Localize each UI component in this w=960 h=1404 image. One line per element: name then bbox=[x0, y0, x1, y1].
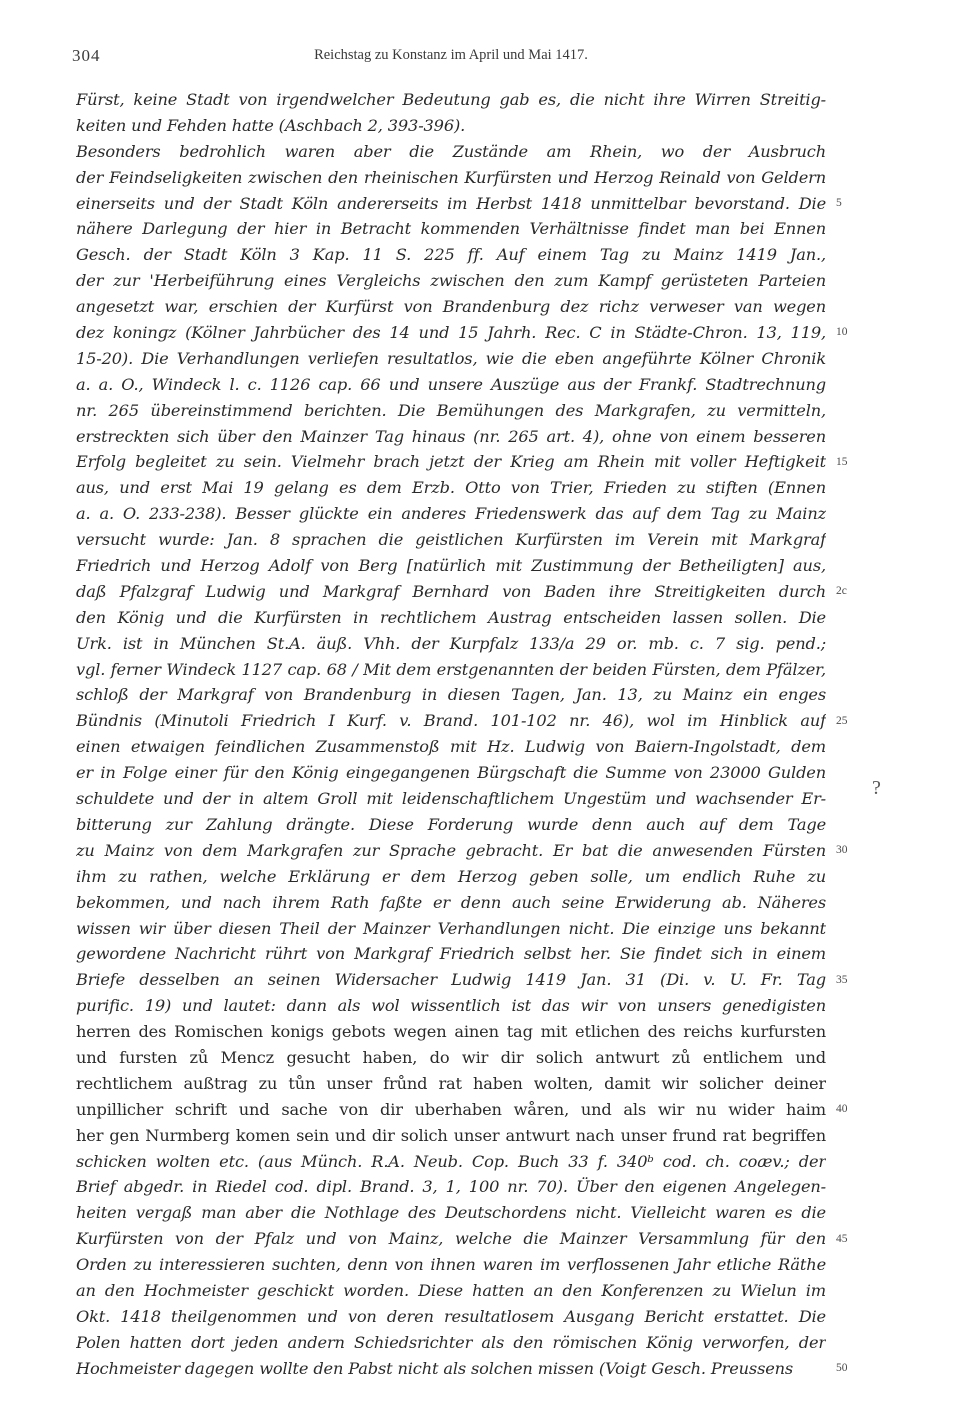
text-line: keiten und Fehden hatte (Aschbach 2, 393-396). bbox=[76, 115, 466, 135]
text-line: rechtlichem außtrag zu tůn unser frůnd rat haben wolten, damit wir solicher deiner bbox=[76, 1073, 826, 1093]
text-line: a. a. O. 233-238). Besser glückte ein anderes Friedenswerk das auf dem Tag zu Mainz bbox=[76, 504, 826, 524]
text-line: Erfolg begleitet zu sein. Vielmehr brach jetzt der Krieg am Rhein mit voller Heftigkeit bbox=[76, 452, 826, 472]
text-line: her gen Nurmberg komen sein und dir solich unser antwurt nach unser frund rat begriffen bbox=[76, 1125, 826, 1145]
body-text bbox=[76, 87, 826, 1382]
text-line: gewordene Nachricht rührt von Markgraf Friedrich selbst her. Sie findet sich in einem bbox=[76, 944, 826, 964]
text-line: a. a. O., Windeck l. c. 1126 cap. 66 und unsere Auszüge aus der Frankf. Stadtrechnung bbox=[76, 374, 826, 394]
text-line: Briefe desselben an seinen Widersacher Ludwig 1419 Jan. 31 (Di. v. U. Fr. Tag bbox=[76, 970, 826, 990]
text-line: der Feindseligkeiten zwischen den rheinischen Kurfürsten und Herzog Reinald von Geldern bbox=[76, 167, 826, 187]
line-number: 5 bbox=[836, 196, 842, 209]
line-number: 30 bbox=[836, 844, 848, 857]
line-number: 25 bbox=[836, 714, 848, 727]
text-line: nr. 265 übereinstimmend berichten. Die Bemühungen des Markgrafen, zu vermitteln, bbox=[76, 400, 826, 420]
text-line: Fürst, keine Stadt von irgendwelcher Bedeutung gab es, die nicht ihre Wirren Streitig- bbox=[76, 90, 826, 109]
text-line: herren des Romischen konigs gebots wegen ainen tag mit etlichen des reichs kurfursten bbox=[76, 1022, 826, 1042]
text-line: bekommen, und nach ihrem Rath faßte er denn auch seine Erwiderung ab. Näheres bbox=[76, 892, 826, 912]
text-line: daß Pfalzgraf Ludwig und Markgraf Bernhard von Baden ihre Streitigkeiten durch bbox=[76, 581, 826, 601]
text-line: ihm zu rathen, welche Erklärung er dem Herzog geben solle, um endlich Ruhe zu bbox=[76, 866, 826, 886]
text-line: angesetzt war, erschien der Kurfürst von Brandenburg dez richz verweser van wegen bbox=[76, 297, 826, 317]
line-number: 10 bbox=[836, 326, 848, 339]
text-line: 15-20). Die Verhandlungen verliefen resultatlos, wie die eben angeführte Kölner Chronik bbox=[76, 348, 826, 368]
page-header bbox=[72, 46, 830, 68]
text-line: und fursten zů Mencz gesucht haben, do wir dir solich antwurt zů entlichem und bbox=[76, 1047, 826, 1067]
text-line: vgl. ferner Windeck 1127 cap. 68 / Mit dem erstgenannten der beiden Fürsten, dem Pfälzer, bbox=[76, 659, 826, 679]
text-line: der zur 'Herbeiführung eines Vergleichs zwischen den zum Kampf gerüsteten Parteien bbox=[76, 271, 826, 291]
text-line: zu Mainz von dem Markgrafen zur Sprache gebracht. Er bat die anwesenden Fürsten bbox=[76, 840, 826, 860]
text-line: Orden zu interessieren suchten, denn von ihnen waren im verflossenen Jahr etliche Räthe bbox=[76, 1255, 826, 1275]
margin-mark: ? bbox=[872, 777, 881, 799]
text-line: Bündnis (Minutoli Friedrich I Kurf. v. Brand. 101-102 nr. 46), wol im Hinblick auf bbox=[76, 711, 826, 731]
text-line: Kurfürsten von der Pfalz und von Mainz, welche die Mainzer Versammlung für den bbox=[76, 1229, 826, 1249]
text-line: versucht wurde: Jan. 8 sprachen die geistlichen Kurfürsten im Verein mit Markgraf bbox=[76, 530, 826, 550]
text-line: Hochmeister dagegen wollte den Pabst nicht als solchen missen (Voigt Gesch. Preussens bbox=[76, 1358, 794, 1378]
line-number: 45 bbox=[836, 1232, 848, 1245]
text-line: Gesch. der Stadt Köln 3 Kap. 11 S. 225 ff. Auf einem Tag zu Mainz 1419 Jan., bbox=[76, 245, 826, 265]
text-line: dez koninɡz (Kölner Jahrbücher des 14 und 15 Jahrh. Rec. C in Städte-Chron. 13, 119, bbox=[76, 323, 826, 343]
text-line: Friedrich und Herzog Adolf von Berg [natürlich mit Zustimmung der Betheiligten] aus, bbox=[76, 556, 826, 576]
line-number: 15 bbox=[836, 455, 848, 468]
running-title: Reichstag zu Konstanz im April und Mai 1417. bbox=[314, 47, 588, 63]
line-number: 35 bbox=[836, 973, 848, 986]
page-number: 304 bbox=[72, 46, 101, 65]
text-line: schuldete und der in altem Groll mit leidenschaftlichem Ungestüm und wachsender Er- bbox=[76, 789, 826, 809]
text-line: nähere Darlegung der hier in Betracht kommenden Verhältnisse findet man bei Ennen bbox=[76, 219, 826, 239]
line-number: 40 bbox=[836, 1103, 848, 1116]
text-line: Brief abgedr. in Riedel cod. dipl. Brand. 3, 1, 100 nr. 70). Über den eigenen Angelegen- bbox=[76, 1177, 826, 1197]
text-line: Okt. 1418 theilgenommen und von deren resultatlosem Ausgang Bericht erstattet. Die bbox=[76, 1306, 826, 1326]
line-number: 50 bbox=[836, 1362, 848, 1375]
text-line: aus, und erst Mai 19 gelang es dem Erzb. Otto von Trier, Frieden zu stiften (Ennen bbox=[76, 478, 826, 498]
text-line: heiten vergaß man aber die Nothlage des Deutschordens nicht. Vielleicht waren es die bbox=[76, 1203, 826, 1223]
text-line: erstreckten sich über den Mainzer Tag hinaus (nr. 265 art. 4), ohne von einem besseren bbox=[76, 426, 826, 446]
text-line: wissen wir über diesen Theil der Mainzer Verhandlungen nicht. Die einzige uns bekannt bbox=[76, 918, 826, 938]
text-line: bitterung zur Zahlung drängte. Diese Forderung wurde denn auch auf dem Tage bbox=[76, 814, 826, 834]
text-line: einen etwaigen feindlichen Zusammenstoß mit Hz. Ludwig von Baiern-Ingolstadt, dem bbox=[76, 737, 826, 757]
text-line: unpillicher schrift und sache von dir uberhaben wåren, und als wir nu wider haim bbox=[76, 1099, 826, 1119]
text-line: Urk. ist in München St.A. äuß. Vhh. der Kurpfalz 133/a 29 or. mb. c. 7 sig. pend.; bbox=[76, 633, 826, 653]
text-line: Polen hatten dort jeden andern Schiedsrichter als den römischen König verworfen, der bbox=[76, 1332, 826, 1352]
text-line: Besonders bedrohlich waren aber die Zustände am Rhein, wo der Ausbruch bbox=[76, 141, 826, 161]
text-line: den König und die Kurfürsten in rechtlichem Austrag entscheiden lassen sollen. Die bbox=[76, 607, 826, 627]
text-line: schloß der Markgraf von Brandenburg in diesen Tagen, Jan. 13, zu Mainz ein enges bbox=[76, 685, 826, 705]
text-line: an den Hochmeister geschickt worden. Diese hatten an den Konferenzen zu Wielun im bbox=[76, 1280, 826, 1300]
text-line: schicken wolten etc. (aus Münch. R.A. Neub. Cop. Buch 33 f. 340ᵇ cod. ch. coæv.; der bbox=[76, 1151, 826, 1171]
line-number: 2c bbox=[836, 585, 847, 598]
text-line: einerseits und der Stadt Köln andererseits im Herbst 1418 unmittelbar bevorstand. Die bbox=[76, 193, 826, 213]
text-line: purific. 19) und lautet: dann als wol wissentlich ist das wir von unsers genedigisten bbox=[76, 996, 826, 1016]
text-line: er in Folge einer für den König eingegangenen Bürgschaft die Summe von 23000 Gulden bbox=[76, 763, 826, 783]
